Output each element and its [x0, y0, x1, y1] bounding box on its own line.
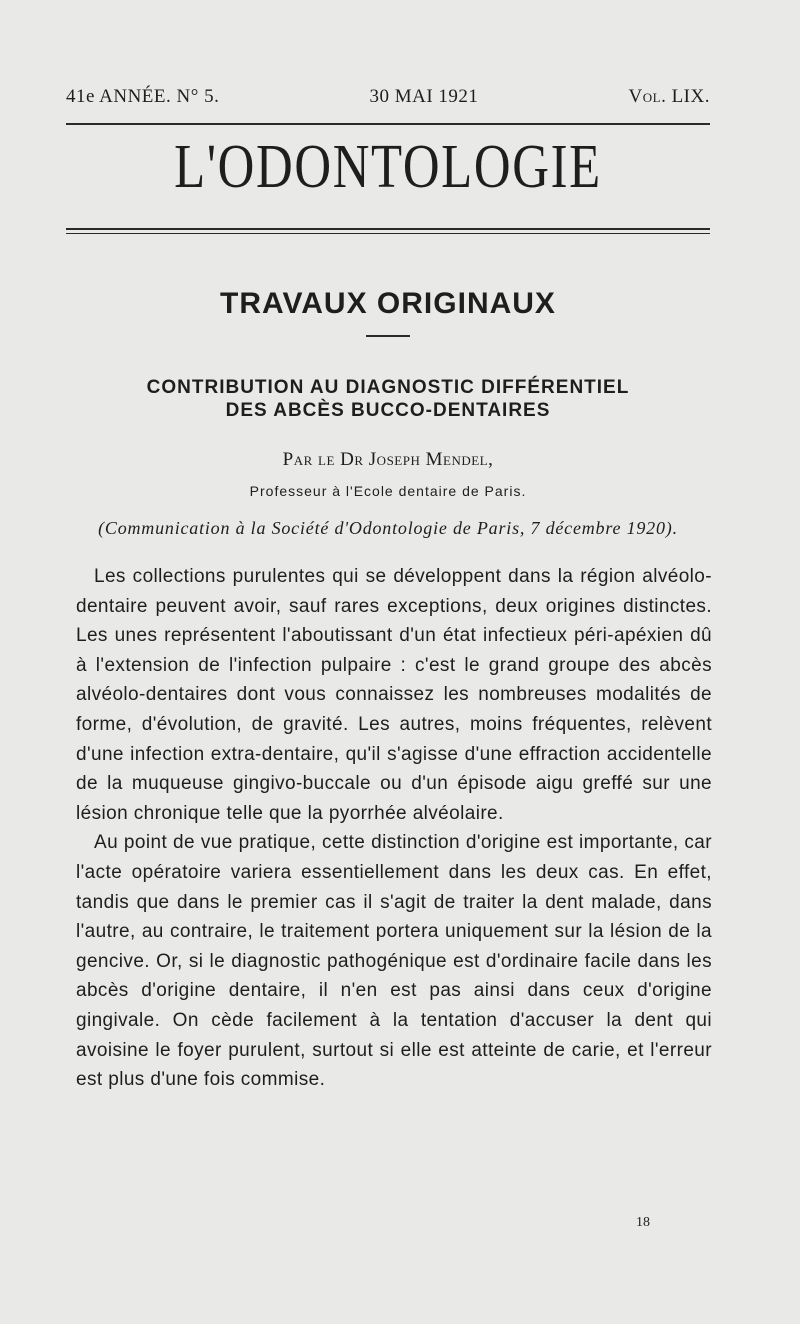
title-rule-thick [66, 228, 710, 230]
communication-note: (Communication à la Société d'Odontologie de Paris, 7 décembre 1920). [98, 518, 678, 538]
volume-number: Vol. LIX. [628, 86, 710, 107]
title-rule-thin [66, 233, 710, 234]
issue-number: 41e ANNÉE. N° 5. [66, 86, 220, 107]
paragraph: Au point de vue pratique, cette distinction d'origine est importante, car l'acte opératoire variera essentiellement dans les deux cas. En effet, tandis que dans le premier cas il s'agit de traiter la dent malade, dans l'autre, au contraire, le traitement portera uniquement sur la lésion de la gencive. Or, si le diagnostic pathogénique est d'ordinaire facile dans les abcès d'origine dentaire, il n'en est pas ainsi dans ceux d'origine gingivale. On cède facilement à la tentation d'accuser la dent qui avoisine le foyer purulent, surtout si elle est atteinte de carie, et l'erreur est plus d'une fois commise. [76, 832, 712, 1091]
article-title-line-1: CONTRIBUTION AU DIAGNOSTIC DIFFÉRENTIEL [146, 377, 630, 398]
author-byline [66, 449, 710, 471]
author-name: Par le Dr Joseph Mendel, [282, 449, 494, 470]
article-body [76, 562, 712, 1095]
section-title: TRAVAUX ORIGINAUX [220, 287, 556, 320]
paragraph: Les collections purulentes qui se développent dans la région alvéolo-dentaire peuvent avoir, sauf rares exceptions, deux origines distinctes. Les unes représentent l'aboutissant d'un état infectieux péri-apéxien dû à l'extension de l'infection pulpaire : c'est le grand groupe des abcès alvéolo-dentaires dont vous connaissez les nombreuses modalités de forme, d'évolution, de gravité. Les autres, moins fréquentes, relèvent d'une infection extra-dentaire, qu'il s'agisse d'une effraction accidentelle de la muqueuse gingivo-buccale ou d'un épisode aigu greffé sur une lésion chronique telle que la pyorrhée alvéolaire. [76, 566, 712, 824]
author-affiliation: Professeur à l'Ecole dentaire de Paris. [249, 483, 527, 499]
journal-title: L'ODONTOLOGIE [174, 133, 602, 201]
article-title [66, 376, 710, 422]
article-title-line-2: DES ABCÈS BUCCO-DENTAIRES [225, 400, 551, 421]
running-header [66, 86, 710, 108]
page-number: 18 [636, 1215, 650, 1230]
section-divider [366, 335, 410, 337]
issue-date: 30 MAI 1921 [369, 86, 479, 107]
header-rule [66, 123, 710, 125]
